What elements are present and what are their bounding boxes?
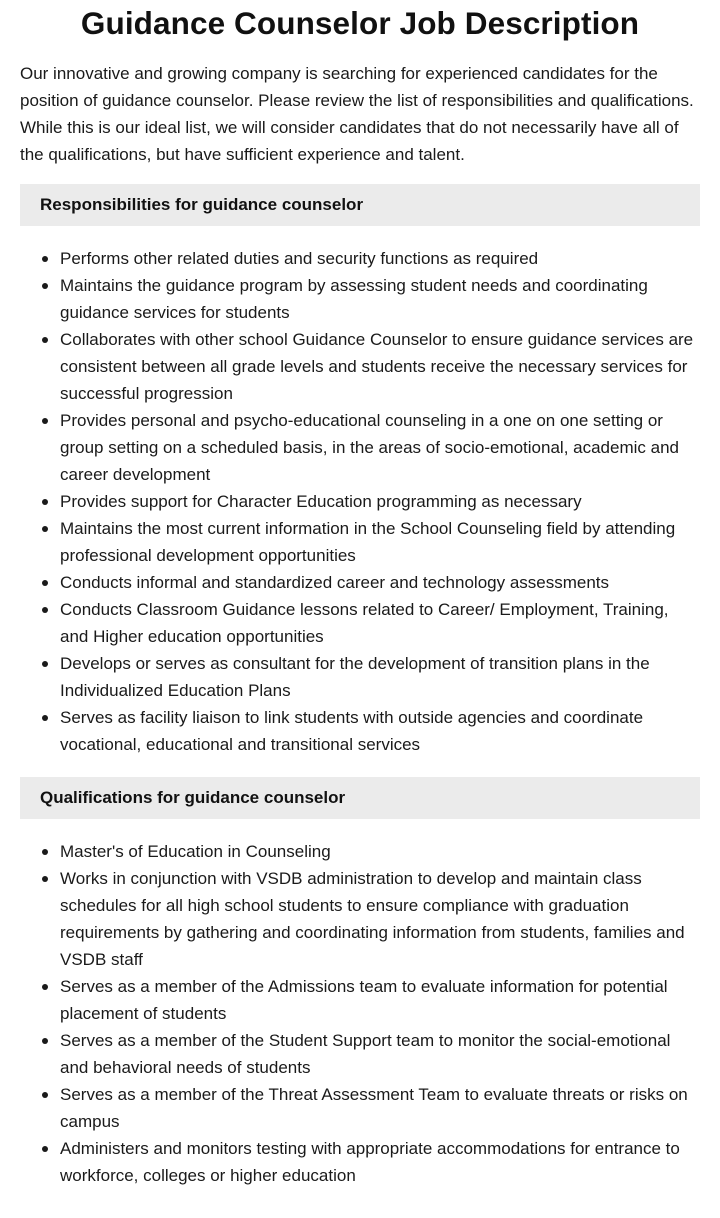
list-item: Maintains the most current information in the School Counseling field by attending professional development opportunities [60,515,700,569]
page-title: Guidance Counselor Job Description [80,5,640,41]
list-item: Serves as a member of the Threat Assessment Team to evaluate threats or risks on campus [60,1081,694,1135]
list-item: Works in conjunction with VSDB administration to develop and maintain class schedules for all high school students to ensure compliance with graduation requirements by gathering and coordinating information from students, families and VSDB staff [60,865,694,973]
list-item: Serves as a member of the Admissions team to evaluate information for potential placement of students [60,973,694,1027]
list-item: Administers and monitors testing with appropriate accommodations for entrance to workforce, colleges or higher education [60,1135,694,1189]
list-item: Conducts informal and standardized career and technology assessments [60,569,700,596]
list-item: Provides personal and psycho-educational counseling in a one on one setting or group setting on a scheduled basis, in the areas of socio-emotional, academic and career development [60,407,700,488]
responsibilities-heading: Responsibilities for guidance counselor [20,184,700,226]
responsibilities-list [20,245,700,758]
list-item: Maintains the guidance program by assessing student needs and coordinating guidance services for students [60,272,700,326]
intro-paragraph: Our innovative and growing company is searching for experienced candidates for the position of guidance counselor. Please review the list of responsibilities and qualifications. While this is our ideal list, we will consider candidates that do not necessarily have all of the qualifications, but have sufficient experience and talent. [20,64,694,164]
list-item: Serves as facility liaison to link students with outside agencies and coordinate vocational, educational and transitional services [60,704,700,758]
list-item: Collaborates with other school Guidance Counselor to ensure guidance services are consistent between all grade levels and students receive the necessary services for successful progression [60,326,700,407]
qualifications-heading: Qualifications for guidance counselor [20,777,700,819]
list-item: Provides support for Character Education programming as necessary [60,488,700,515]
list-item: Conducts Classroom Guidance lessons related to Career/ Employment, Training, and Higher education opportunities [60,596,700,650]
list-item: Master's of Education in Counseling [60,838,694,865]
list-item: Performs other related duties and security functions as required [60,245,700,272]
list-item: Develops or serves as consultant for the development of transition plans in the Individualized Education Plans [60,650,700,704]
list-item: Serves as a member of the Student Support team to monitor the social-emotional and behavioral needs of students [60,1027,694,1081]
qualifications-list [20,838,700,1189]
